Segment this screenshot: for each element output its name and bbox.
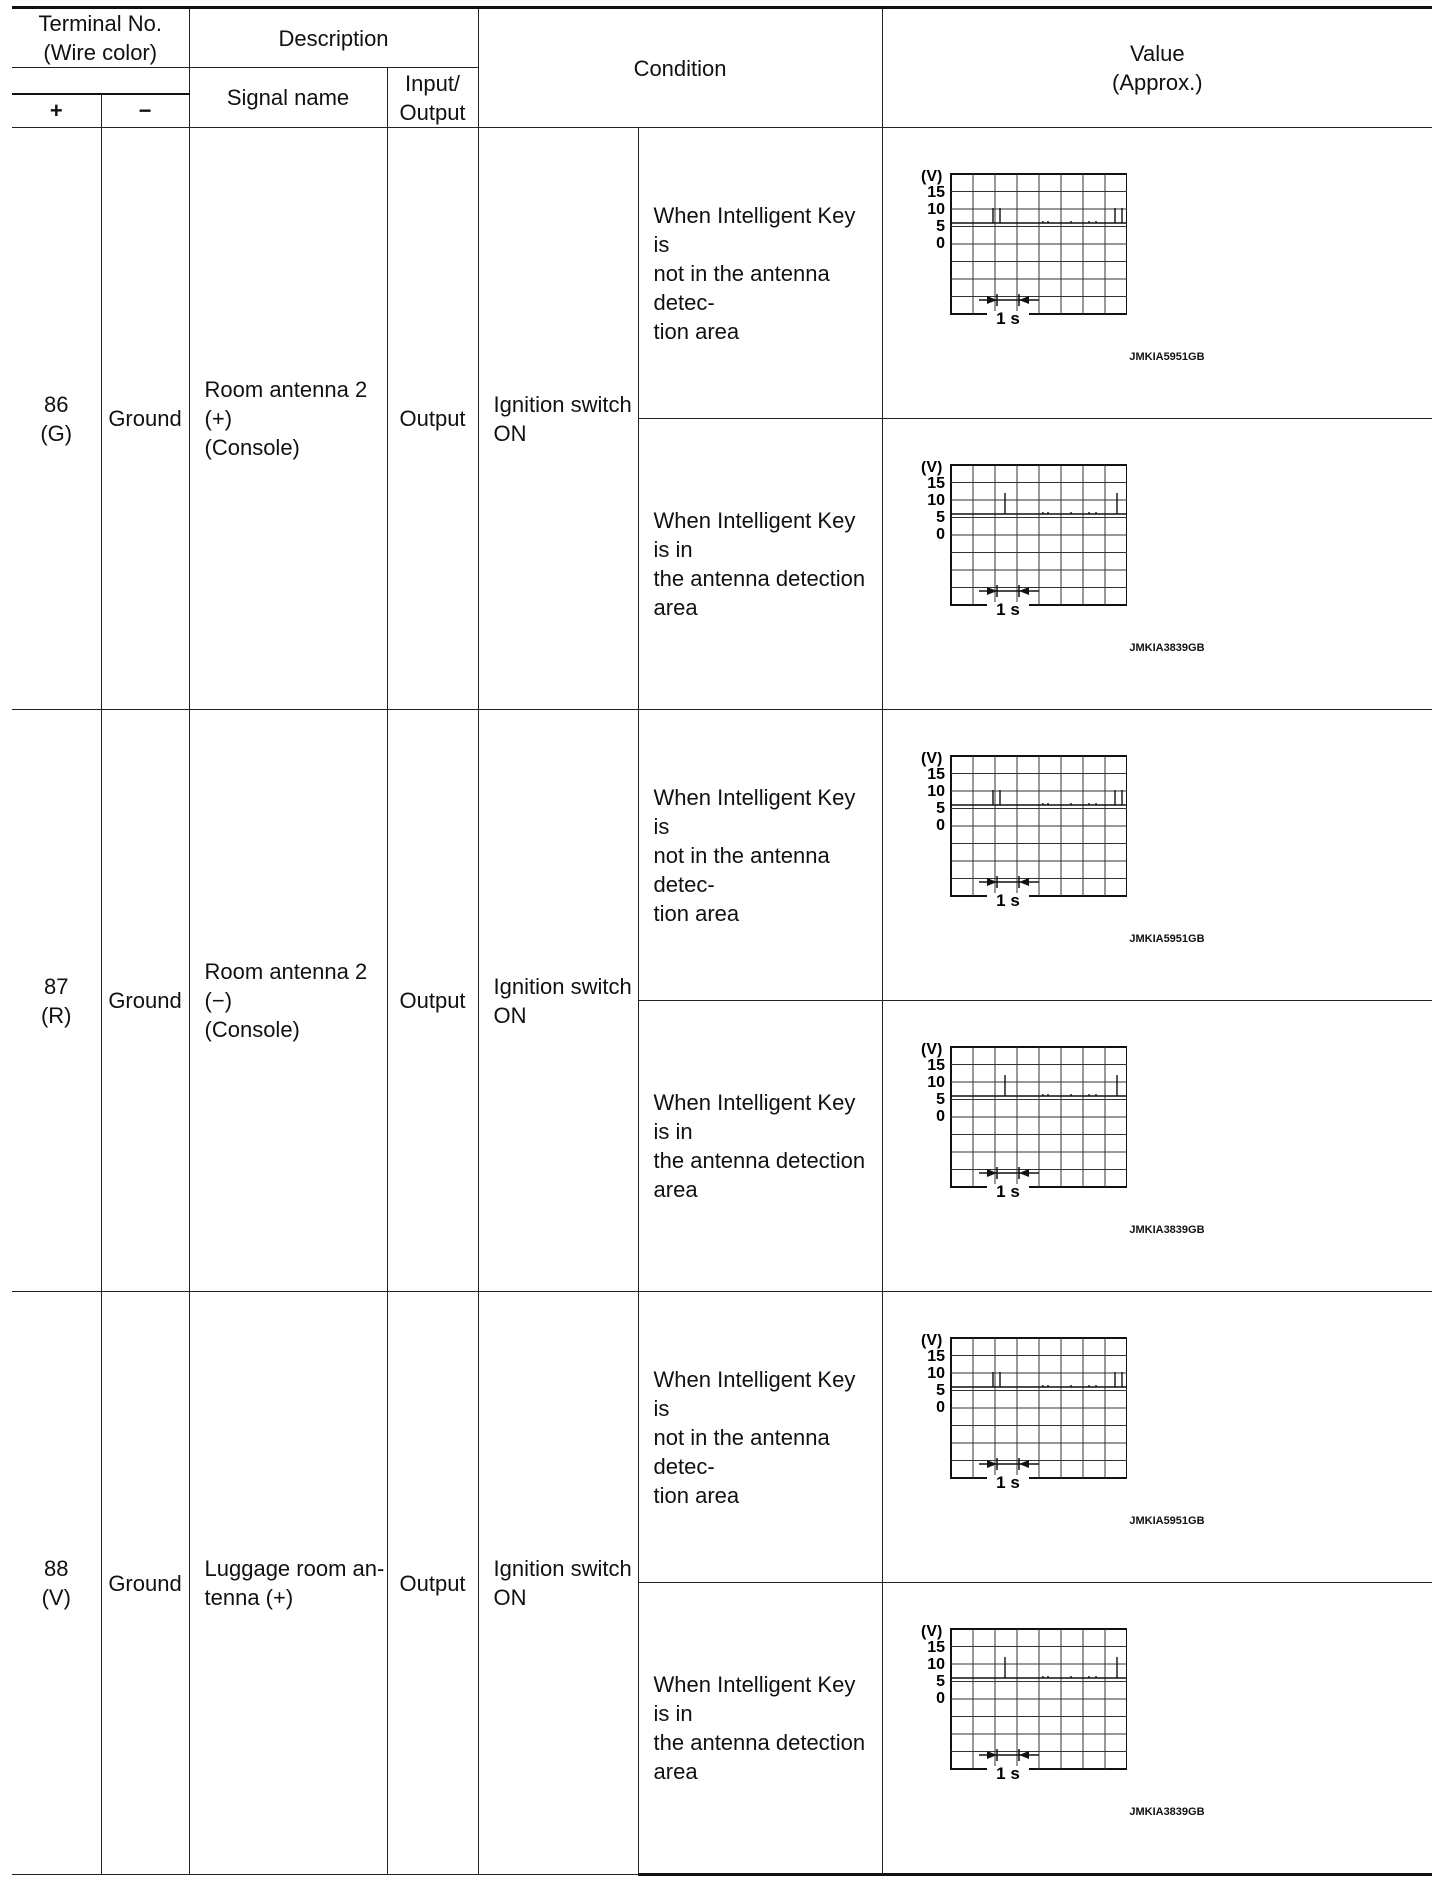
- waveform-figure: [883, 128, 1237, 418]
- figure-code: JMKIA3839GB: [1129, 642, 1205, 654]
- header-description: Description: [189, 8, 478, 68]
- waveform-chart: [921, 1334, 1127, 1504]
- terminal-ground: Ground: [101, 710, 189, 1292]
- terminal-spec-table: [12, 6, 1432, 1876]
- waveform-y-tick: 5: [935, 800, 945, 817]
- waveform-figure: [883, 1292, 1237, 1582]
- waveform-y-tick: 10: [926, 201, 945, 218]
- waveform-v-unit: (V): [920, 1334, 942, 1349]
- value-cell: [882, 1001, 1432, 1292]
- arrow-left-icon: [1019, 296, 1029, 304]
- waveform-y-tick: 15: [926, 766, 945, 783]
- value-cell: [882, 419, 1432, 710]
- waveform-v-unit: (V): [920, 170, 942, 185]
- waveform-v-unit: (V): [920, 1043, 942, 1058]
- waveform-y-tick: 0: [935, 1108, 945, 1125]
- waveform-figure: [883, 1583, 1237, 1873]
- header-signal-name: Signal name: [189, 68, 387, 128]
- signal-name: Luggage room an- tenna (+): [189, 1292, 387, 1875]
- signal-name: Room antenna 2 (+) (Console): [189, 128, 387, 710]
- terminal-number: 87 (R): [12, 710, 101, 1292]
- condition-state: When Intelligent Key is in the antenna detection area: [638, 419, 882, 710]
- time-span-label: 1 s: [995, 1473, 1020, 1492]
- condition-state: When Intelligent Key is not in the antenna detec- tion area: [638, 1292, 882, 1583]
- waveform-y-tick: 10: [926, 1365, 945, 1382]
- condition-state: When Intelligent Key is not in the antenna detec- tion area: [638, 128, 882, 419]
- waveform-y-tick: 0: [935, 817, 945, 834]
- figure-code: JMKIA3839GB: [1129, 1806, 1205, 1818]
- time-span-label: 1 s: [995, 309, 1020, 328]
- figure-code: JMKIA3839GB: [1129, 1224, 1205, 1236]
- input-output: Output: [387, 128, 478, 710]
- waveform-y-tick: 5: [935, 1673, 945, 1690]
- waveform-y-tick: 0: [935, 1690, 945, 1707]
- waveform-v-unit: (V): [920, 1625, 942, 1640]
- condition-main: Ignition switch ON: [478, 710, 638, 1292]
- terminal-ground: Ground: [101, 128, 189, 710]
- waveform-figure: [883, 419, 1237, 709]
- header-value: Value (Approx.): [882, 8, 1432, 128]
- arrow-left-icon: [1019, 1169, 1029, 1177]
- waveform-y-tick: 0: [935, 235, 945, 252]
- waveform-y-tick: 5: [935, 218, 945, 235]
- waveform-v-unit: (V): [920, 752, 942, 767]
- signal-name: Room antenna 2 (−) (Console): [189, 710, 387, 1292]
- waveform-y-tick: 0: [935, 526, 945, 543]
- time-span-label: 1 s: [995, 600, 1020, 619]
- time-span-label: 1 s: [995, 1182, 1020, 1201]
- waveform-chart: [921, 170, 1127, 340]
- waveform-y-tick: 5: [935, 509, 945, 526]
- figure-code: JMKIA5951GB: [1129, 351, 1205, 363]
- figure-code: JMKIA5951GB: [1129, 1515, 1205, 1527]
- value-cell: [882, 128, 1432, 419]
- waveform-chart: [921, 1625, 1127, 1795]
- condition-state: When Intelligent Key is in the antenna detection area: [638, 1583, 882, 1875]
- header-terminal-spacer: [12, 68, 189, 94]
- time-span-label: 1 s: [995, 1764, 1020, 1783]
- waveform-chart: [921, 752, 1127, 922]
- condition-state: When Intelligent Key is in the antenna detection area: [638, 1001, 882, 1292]
- waveform-y-tick: 0: [935, 1399, 945, 1416]
- header-terminal-no: Terminal No. (Wire color): [12, 8, 189, 68]
- waveform-y-tick: 10: [926, 783, 945, 800]
- waveform-y-tick: 10: [926, 1074, 945, 1091]
- terminal-number: 86 (G): [12, 128, 101, 710]
- condition-state: When Intelligent Key is not in the antenna detec- tion area: [638, 710, 882, 1001]
- waveform-v-unit: (V): [920, 461, 942, 476]
- header-plus: +: [12, 94, 101, 128]
- waveform-y-tick: 5: [935, 1382, 945, 1399]
- waveform-y-tick: 10: [926, 1656, 945, 1673]
- waveform-y-tick: 15: [926, 184, 945, 201]
- value-cell: [882, 1583, 1432, 1875]
- condition-main: Ignition switch ON: [478, 1292, 638, 1875]
- waveform-y-tick: 10: [926, 492, 945, 509]
- table-row: [12, 710, 1432, 1001]
- terminal-ground: Ground: [101, 1292, 189, 1875]
- waveform-figure: [883, 1001, 1237, 1291]
- terminal-number: 88 (V): [12, 1292, 101, 1875]
- waveform-chart: [921, 461, 1127, 631]
- table-row: [12, 1292, 1432, 1583]
- figure-code: JMKIA5951GB: [1129, 933, 1205, 945]
- waveform-y-tick: 15: [926, 475, 945, 492]
- waveform-figure: [883, 710, 1237, 1000]
- condition-main: Ignition switch ON: [478, 128, 638, 710]
- time-span-label: 1 s: [995, 891, 1020, 910]
- arrow-left-icon: [1019, 1751, 1029, 1759]
- arrow-left-icon: [1019, 587, 1029, 595]
- header-minus: −: [101, 94, 189, 128]
- value-cell: [882, 710, 1432, 1001]
- waveform-y-tick: 15: [926, 1057, 945, 1074]
- arrow-left-icon: [1019, 1460, 1029, 1468]
- value-cell: [882, 1292, 1432, 1583]
- input-output: Output: [387, 1292, 478, 1875]
- arrow-left-icon: [1019, 878, 1029, 886]
- header-input-output: Input/ Output: [387, 68, 478, 128]
- header-condition: Condition: [478, 8, 882, 128]
- waveform-y-tick: 15: [926, 1348, 945, 1365]
- waveform-chart: [921, 1043, 1127, 1213]
- input-output: Output: [387, 710, 478, 1292]
- waveform-y-tick: 5: [935, 1091, 945, 1108]
- waveform-y-tick: 15: [926, 1639, 945, 1656]
- table-row: [12, 128, 1432, 419]
